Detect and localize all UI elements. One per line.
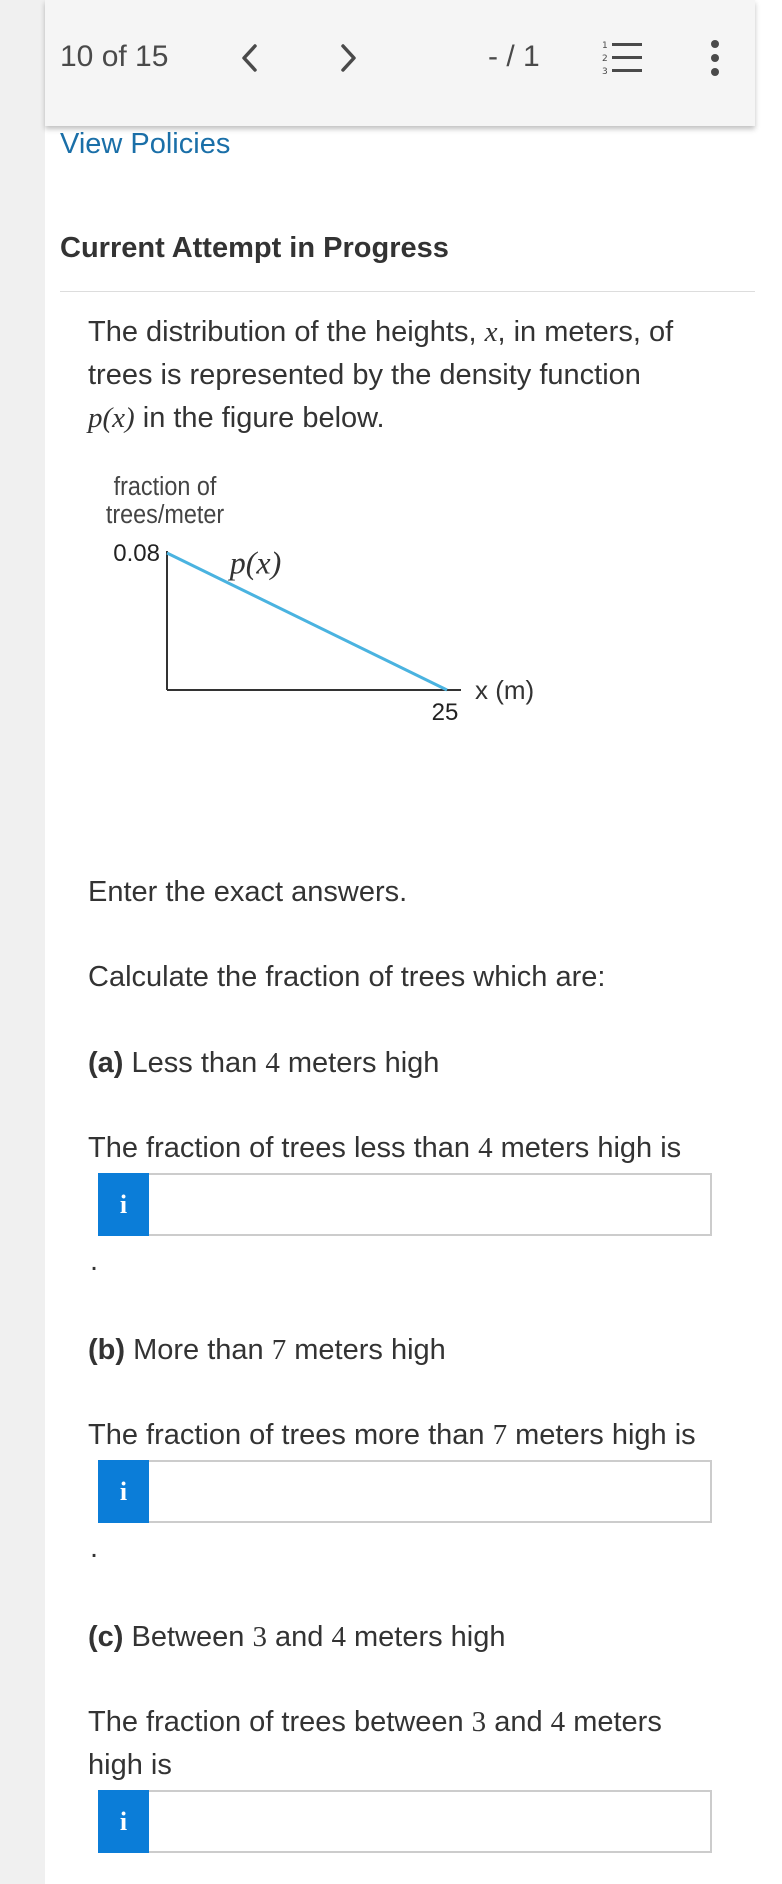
var-x: x: [484, 316, 498, 348]
instruction-text: Enter the exact answers.: [88, 876, 408, 908]
part-b-text-pre: More than: [125, 1334, 272, 1366]
top-toolbar: [45, 0, 755, 126]
chevron-right-icon: [333, 38, 363, 78]
part-b-answer-suffix: meters high is: [507, 1419, 696, 1451]
chevron-left-icon: [235, 38, 265, 78]
intro-line2: trees is represented by the density function: [88, 359, 641, 391]
part-c-text-mid: and: [266, 1621, 332, 1653]
part-c-answer-suffix: meters: [565, 1706, 662, 1738]
part-b-answer-input[interactable]: [149, 1462, 710, 1521]
y-tick-label: 0.08: [113, 540, 160, 567]
part-a-text-post: meters high: [279, 1047, 440, 1079]
view-policies-link[interactable]: View Policies: [60, 128, 231, 160]
part-c-answer-num2: 4: [550, 1706, 566, 1738]
question-list-button[interactable]: [600, 38, 644, 78]
svg-text:3: 3: [602, 67, 608, 77]
left-gutter: [0, 0, 45, 1884]
part-c-letter: (c): [88, 1621, 124, 1653]
part-b-label: [88, 1329, 446, 1372]
more-vertical-icon: [705, 36, 725, 80]
part-a-answer-input[interactable]: [149, 1175, 710, 1234]
density-chart: [90, 465, 570, 735]
part-a-num: 4: [265, 1047, 280, 1079]
part-b-answer-num: 7: [492, 1419, 508, 1451]
part-b-num: 7: [271, 1334, 287, 1366]
intro-prefix: The distribution of the heights,: [88, 316, 485, 348]
part-a-answer-num: 4: [478, 1132, 493, 1164]
part-a-answer-row: [98, 1173, 712, 1236]
series-line-p-x: [167, 553, 447, 690]
part-a-label: [88, 1042, 439, 1085]
part-a-period: .: [90, 1245, 99, 1277]
part-b-period: .: [90, 1532, 99, 1564]
x-axis-label: x (m): [475, 675, 535, 705]
info-icon[interactable]: i: [98, 1173, 149, 1236]
part-c-answer-input[interactable]: [149, 1792, 710, 1851]
svg-text:2: 2: [602, 54, 608, 64]
part-b-letter: (b): [88, 1334, 126, 1366]
part-b-answer-prompt: [88, 1414, 696, 1457]
question-counter: 10 of 15: [60, 40, 169, 73]
score-display: - / 1: [488, 40, 540, 73]
part-a-text-pre: Less than: [123, 1047, 266, 1079]
part-c-label: [88, 1616, 506, 1659]
part-c-answer-prefix: The fraction of trees between: [88, 1706, 472, 1738]
part-c-answer-line2: high is: [88, 1749, 172, 1781]
part-c-answer-mid: and: [486, 1706, 551, 1738]
density-function-symbol: p(x): [88, 402, 135, 434]
next-question-button[interactable]: [333, 38, 363, 78]
chart-ylabel-line1: fraction of: [113, 472, 217, 502]
part-b-text-post: meters high: [286, 1334, 446, 1366]
part-a-letter: (a): [88, 1047, 124, 1079]
more-options-button[interactable]: [705, 36, 725, 80]
chart-ylabel-line2: trees/meter: [105, 500, 225, 530]
numbered-list-icon: [600, 38, 644, 78]
intro-mid: , in meters, of: [497, 316, 674, 348]
part-c-answer-num: 3: [471, 1706, 487, 1738]
intro-suffix: in the figure below.: [134, 402, 385, 434]
series-label: p(x): [229, 544, 282, 581]
attempt-status-heading: Current Attempt in Progress: [60, 232, 449, 264]
part-b-answer-prefix: The fraction of trees more than: [88, 1419, 493, 1451]
calc-prompt: Calculate the fraction of trees which are:: [88, 961, 606, 993]
divider: [60, 291, 755, 292]
svg-text:1: 1: [602, 41, 608, 51]
part-a-answer-prefix: The fraction of trees less than: [88, 1132, 479, 1164]
part-b-answer-row: [98, 1460, 712, 1523]
question-intro: [88, 311, 673, 440]
previous-question-button[interactable]: [235, 38, 265, 78]
part-c-answer-prompt: [88, 1701, 662, 1787]
info-icon[interactable]: i: [98, 1460, 149, 1523]
x-tick-label: 25: [431, 699, 459, 726]
part-c-text-pre: Between: [123, 1621, 253, 1653]
part-c-answer-row: [98, 1790, 712, 1853]
part-c-num: 3: [252, 1621, 267, 1653]
part-a-answer-suffix: meters high is: [492, 1132, 682, 1164]
part-a-answer-prompt: [88, 1127, 681, 1170]
part-c-num2: 4: [331, 1621, 346, 1653]
right-gutter: [755, 0, 782, 1884]
part-c-text-post: meters high: [345, 1621, 506, 1653]
info-icon[interactable]: i: [98, 1790, 149, 1853]
